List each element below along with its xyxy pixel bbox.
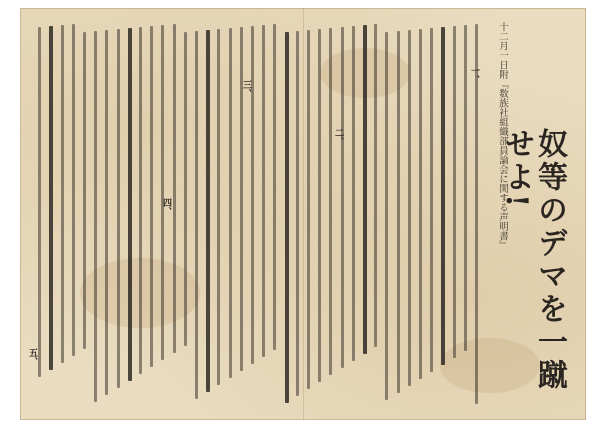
body-text-column bbox=[285, 32, 289, 403]
body-text-column bbox=[307, 30, 310, 389]
body-text-column bbox=[150, 26, 153, 367]
body-text-column bbox=[61, 25, 64, 363]
body-text-column bbox=[318, 29, 321, 382]
body-text-column bbox=[408, 30, 411, 386]
body-text-column bbox=[419, 29, 422, 379]
section-mark-4: 四、 bbox=[161, 198, 171, 216]
body-text-column bbox=[206, 30, 210, 392]
body-text-column bbox=[161, 25, 164, 360]
body-text-column bbox=[173, 24, 176, 353]
body-text-column bbox=[195, 31, 198, 399]
leaflet-headline: 奴等のデマを一蹴せよ! bbox=[499, 128, 567, 392]
section-mark-3: 三、 bbox=[241, 80, 251, 98]
body-text-column bbox=[397, 31, 400, 393]
body-text-column bbox=[38, 27, 41, 377]
body-text-column bbox=[385, 32, 388, 400]
section-mark-1: 一、 bbox=[469, 66, 479, 84]
body-text-column bbox=[273, 24, 276, 350]
body-text-column bbox=[441, 27, 445, 365]
opening-line: 十二月一日附『数族社組織部員論会に関する声明書』 bbox=[497, 22, 508, 250]
fold-line bbox=[303, 8, 304, 420]
leaflet-sheet bbox=[20, 8, 586, 420]
body-text-column bbox=[251, 26, 254, 364]
section-mark-5: 五、 bbox=[27, 348, 37, 366]
body-text-column bbox=[229, 28, 232, 378]
body-text-column bbox=[117, 29, 120, 388]
body-text-column bbox=[72, 24, 75, 356]
body-text-column bbox=[184, 32, 187, 346]
body-text-column bbox=[296, 31, 299, 396]
body-text-column bbox=[341, 27, 344, 368]
body-text-column bbox=[83, 32, 86, 349]
body-text-column bbox=[262, 25, 265, 357]
body-text-column bbox=[94, 31, 97, 402]
body-text-column bbox=[374, 24, 377, 347]
body-text-column bbox=[240, 27, 243, 371]
body-text-column bbox=[217, 29, 220, 385]
body-text-column bbox=[363, 25, 367, 354]
body-text-column bbox=[352, 26, 355, 361]
body-text-column bbox=[139, 27, 142, 374]
section-mark-2: 二、 bbox=[333, 128, 343, 146]
body-text-column bbox=[430, 28, 433, 372]
body-text-column bbox=[464, 25, 467, 351]
body-text-column bbox=[329, 28, 332, 375]
body-text-column bbox=[105, 30, 108, 395]
body-text-column bbox=[453, 26, 456, 358]
body-text-column bbox=[128, 28, 132, 381]
body-text-column bbox=[49, 26, 53, 370]
